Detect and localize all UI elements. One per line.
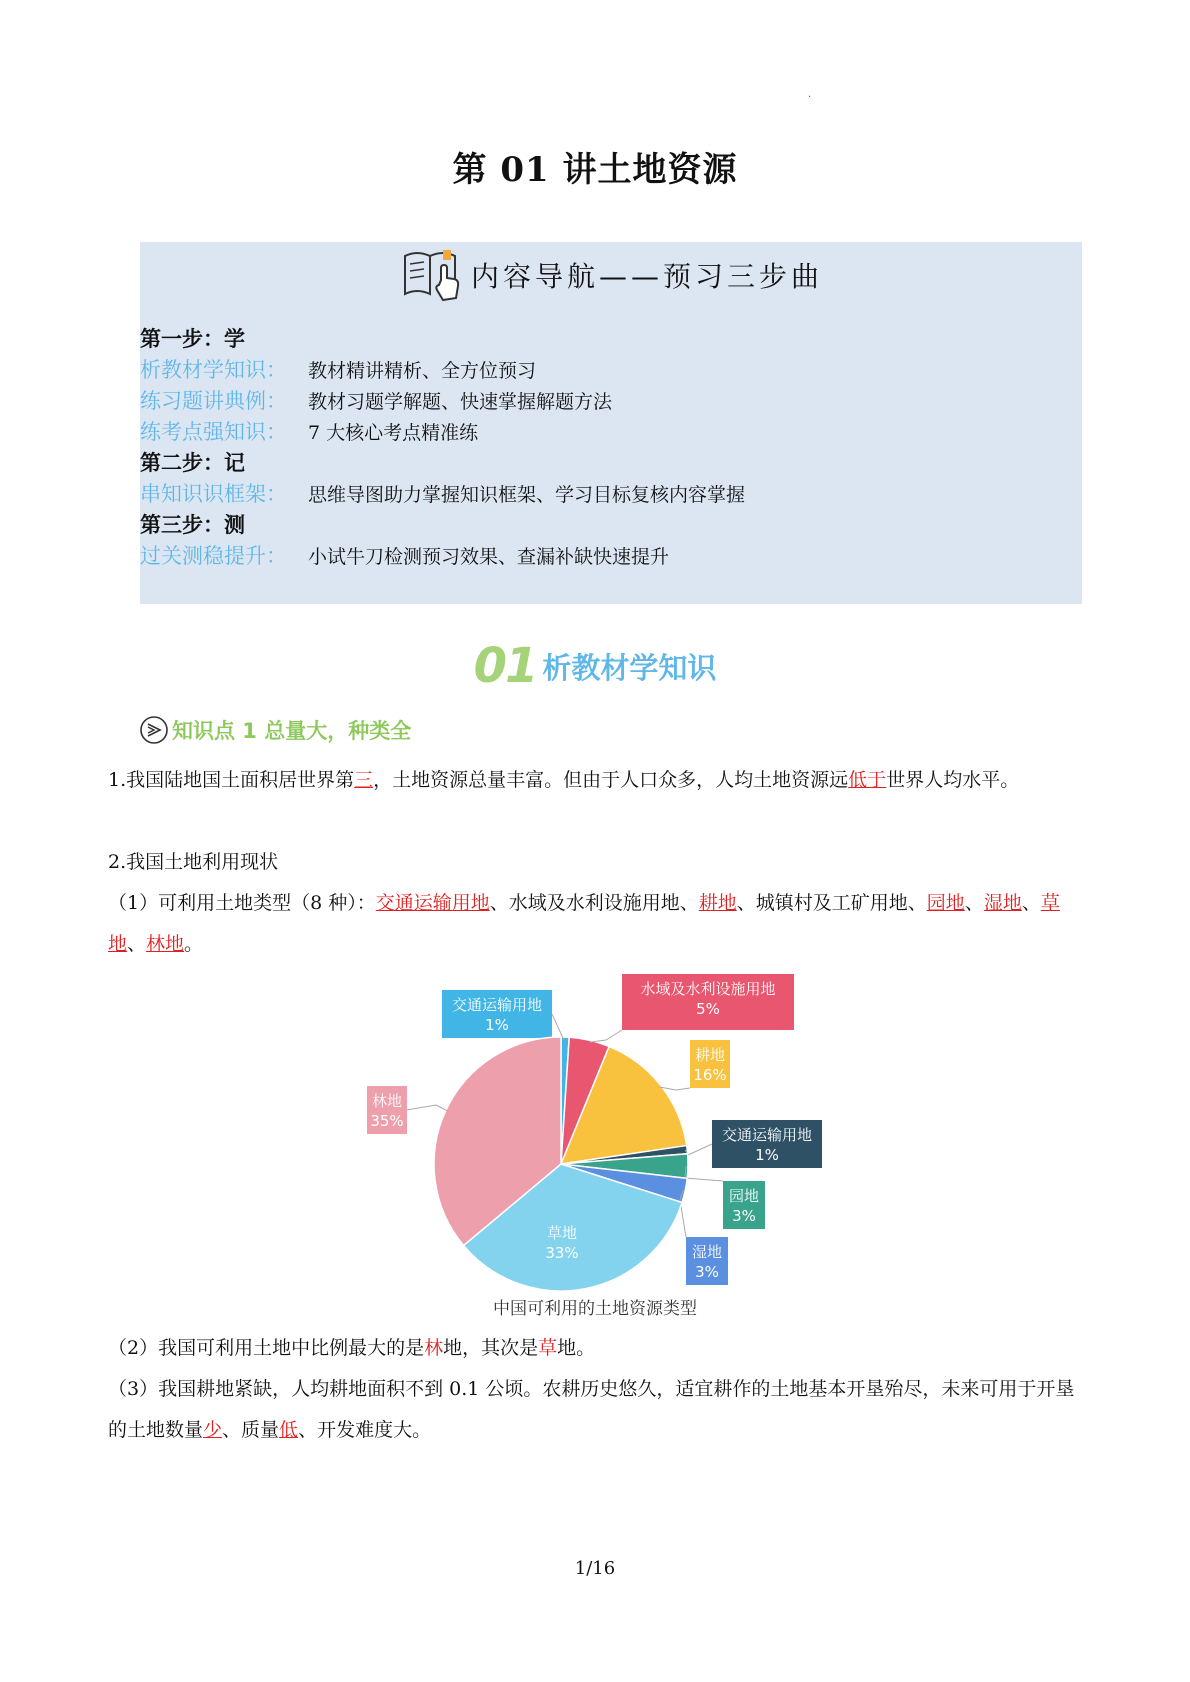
page-marker-dot: · bbox=[808, 92, 812, 103]
paragraph-5 bbox=[108, 1369, 1084, 1451]
text: 。 bbox=[184, 933, 204, 955]
slice-percent-label: 1% bbox=[755, 1146, 779, 1164]
answer-blank: 林地 bbox=[146, 933, 185, 955]
answer-blank: 低于 bbox=[848, 769, 887, 791]
slice-category-label: 耕地 bbox=[694, 1046, 726, 1064]
page-title: 第 01 讲土地资源 bbox=[452, 150, 738, 190]
leader-line bbox=[685, 1178, 723, 1181]
section-number: 01 bbox=[473, 638, 537, 694]
answer-blank: 草地 bbox=[108, 892, 1060, 955]
text: 、 bbox=[127, 933, 147, 955]
step-2-heading: 第二步：记 bbox=[140, 451, 245, 475]
slice-percent-label: 3% bbox=[695, 1263, 719, 1281]
chart-title: 中国可利用的土地资源类型 bbox=[493, 1299, 697, 1319]
leader-line bbox=[606, 1030, 622, 1040]
step-3-heading: 第三步：测 bbox=[140, 513, 245, 537]
answer-word: 草 bbox=[538, 1337, 558, 1359]
answer-word: 林 bbox=[424, 1337, 444, 1359]
paragraph-4 bbox=[108, 1328, 1084, 1369]
slice-category-label: 湿地 bbox=[691, 1243, 723, 1261]
page-number: 1/16 bbox=[574, 1558, 616, 1579]
nav-row-label: 过关测稳提升： bbox=[140, 544, 287, 568]
answer-blank: 园地 bbox=[926, 892, 965, 914]
slice-category-label: 交通运输用地 bbox=[721, 1126, 813, 1144]
slice-category-label: 林地 bbox=[371, 1092, 403, 1110]
slice-percent-label: 35% bbox=[370, 1112, 404, 1130]
nav-row-text: 教材精讲精析、全方位预习 bbox=[308, 360, 537, 382]
nav-row-label: 析教材学知识： bbox=[140, 358, 287, 382]
slice-percent-label: 33% bbox=[545, 1244, 579, 1262]
slice-category-label: 草地 bbox=[546, 1224, 578, 1242]
text: （2）我国可利用土地中比例最大的是 bbox=[108, 1337, 425, 1359]
text: 、水域及水利设施用地、 bbox=[489, 892, 699, 914]
answer-blank: 三 bbox=[354, 769, 374, 791]
nav-row-label: 串知识识框架： bbox=[140, 482, 287, 506]
slice-percent-label: 16% bbox=[693, 1066, 727, 1084]
text: （1）可利用土地类型（8 种）： bbox=[108, 892, 376, 914]
leader-line bbox=[552, 1014, 563, 1038]
slice-percent-label: 1% bbox=[485, 1016, 509, 1034]
text: 、开发难度大。 bbox=[298, 1419, 432, 1441]
text: （3）我国耕地紧缺，人均耕地面积不到 0.1 公顷。农耕历史悠久，适宜耕作的土地基本开垦殆尽，未来可用于开垦的土地数量 bbox=[108, 1378, 1075, 1441]
leader-line bbox=[436, 1105, 448, 1111]
text: 、城镇村及工矿用地、 bbox=[736, 892, 927, 914]
answer-blank: 少 bbox=[203, 1419, 223, 1441]
answer-blank: 耕地 bbox=[698, 892, 737, 914]
slice-percent-label: 3% bbox=[732, 1207, 756, 1225]
answer-blank: 湿地 bbox=[983, 892, 1022, 914]
text: 世界人均水平。 bbox=[886, 769, 1020, 791]
text: ，土地资源总量丰富。但由于人口众多，人均土地资源远 bbox=[373, 769, 849, 791]
section-title: 析教材学知识 bbox=[542, 650, 717, 685]
text: 1.我国陆地国土面积居世界第 bbox=[108, 769, 355, 791]
text: 、 bbox=[1021, 892, 1041, 914]
nav-row-text: 小试牛刀检测预习效果、查漏补缺快速提升 bbox=[308, 546, 670, 568]
answer-blank: 交通运输用地 bbox=[375, 892, 490, 914]
nav-row-text: 教材习题学解题、快速掌握解题方法 bbox=[308, 391, 613, 413]
leader-line bbox=[688, 1144, 712, 1155]
leader-line bbox=[676, 1088, 690, 1090]
slice-category-label: 水域及水利设施用地 bbox=[640, 980, 776, 998]
nav-row-text: 思维导图助力掌握知识框架、学习目标复核内容掌握 bbox=[308, 484, 746, 506]
nav-row-text: 7 大核心考点精准练 bbox=[308, 422, 479, 444]
nav-title: 内容导航——预习三步曲 bbox=[470, 260, 823, 293]
text: 地。 bbox=[557, 1337, 596, 1359]
slice-category-label: 园地 bbox=[728, 1187, 760, 1205]
nav-row-label: 练考点强知识： bbox=[140, 420, 287, 444]
text: 、质量 bbox=[222, 1419, 280, 1441]
paragraph-2: 2.我国土地利用现状 bbox=[108, 851, 279, 873]
text: 地，其次是 bbox=[443, 1337, 539, 1359]
leader-line bbox=[407, 1105, 436, 1110]
nav-row-label: 练习题讲典例： bbox=[140, 389, 287, 413]
slice-percent-label: 5% bbox=[696, 1000, 720, 1018]
text: 、 bbox=[964, 892, 984, 914]
slice-category-label: 交通运输用地 bbox=[451, 996, 543, 1014]
answer-blank: 低 bbox=[279, 1419, 299, 1441]
knowledge-point-title: 知识点 1 总量大，种类全 bbox=[172, 719, 412, 743]
step-1-heading: 第一步：学 bbox=[140, 327, 245, 351]
